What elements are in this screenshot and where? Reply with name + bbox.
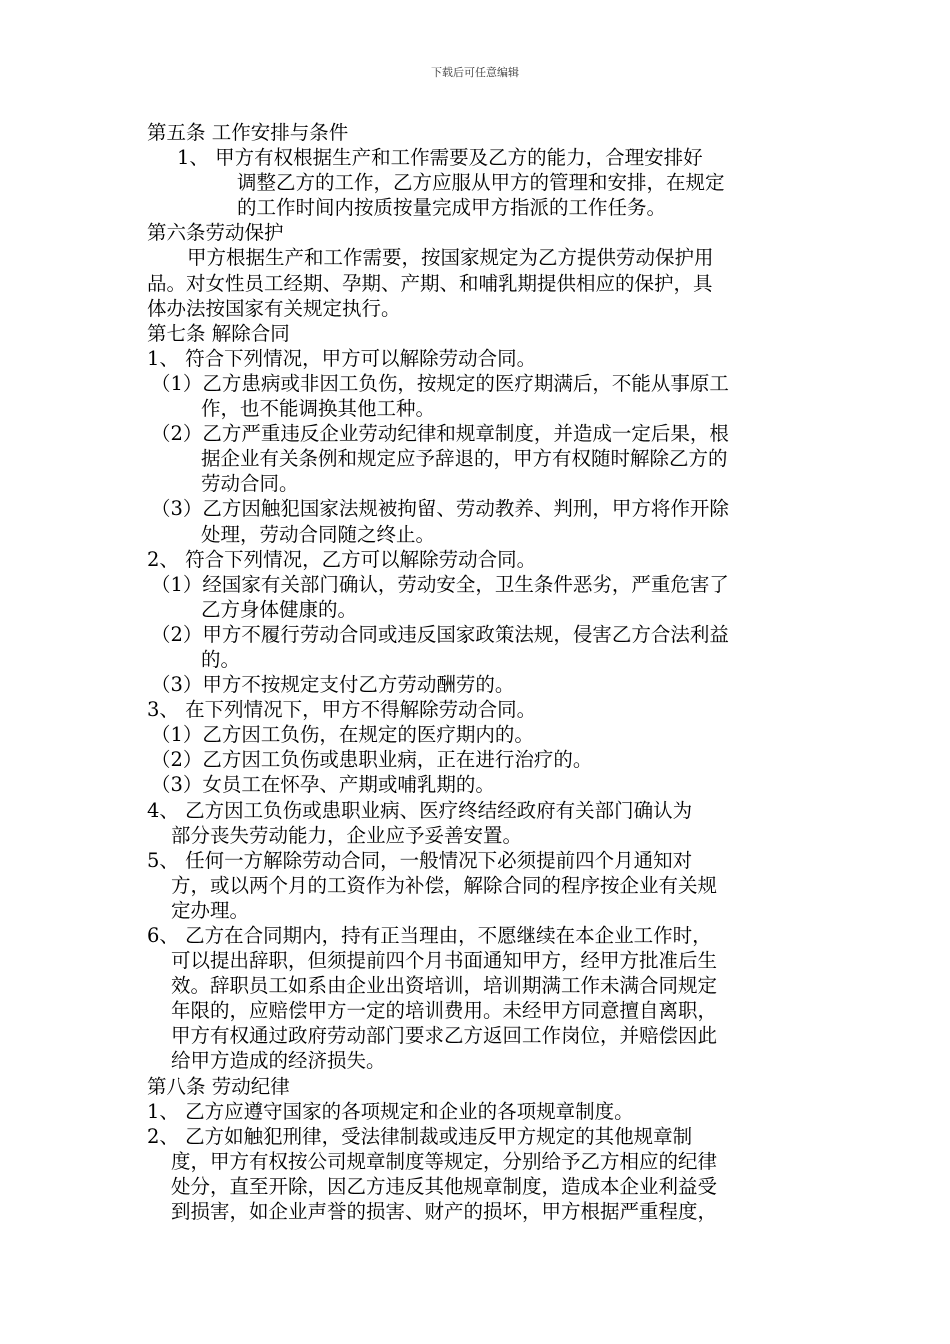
text-line: 调整乙方的工作，乙方应服从甲方的管理和安排，在规定 <box>237 171 725 195</box>
text-line: 给甲方造成的经济损失。 <box>171 1049 386 1073</box>
document-body <box>147 120 827 1224</box>
text-line: （3）乙方因触犯国家法规被拘留、劳动教养、判刑，甲方将作开除 <box>151 497 729 521</box>
text-line: （2）甲方不履行劳动合同或违反国家政策法规，侵害乙方合法利益 <box>151 622 729 646</box>
text-line: 1、 甲方有权根据生产和工作需要及乙方的能力，合理安排好 <box>177 146 703 170</box>
page-header: 下载后可任意编辑 <box>431 66 519 79</box>
text-line: 第八条 劳动纪律 <box>147 1074 290 1098</box>
text-line: 的工作时间内按质按量完成甲方指派的工作任务。 <box>237 196 667 220</box>
text-line: 2、 符合下列情况，乙方可以解除劳动合同。 <box>147 547 537 571</box>
text-line: 乙方身体健康的。 <box>201 597 358 621</box>
text-line: 处理，劳动合同随之终止。 <box>201 522 436 546</box>
text-line: 可以提出辞职，但须提前四个月书面通知甲方，经甲方批准后生 <box>171 949 718 973</box>
text-line: 品。对女性员工经期、孕期、产期、和哺乳期提供相应的保护，具 <box>147 271 713 295</box>
text-line: （3）甲方不按规定支付乙方劳动酬劳的。 <box>151 673 515 697</box>
text-line: 4、 乙方因工负伤或患职业病、医疗终结经政府有关部门确认为 <box>147 798 693 822</box>
text-line: 6、 乙方在合同期内，持有正当理由，不愿继续在本企业工作时， <box>147 924 712 947</box>
text-line: 据企业有关条例和规定应予辞退的，甲方有权随时解除乙方的 <box>201 447 728 471</box>
text-line: 部分丧失劳动能力，企业应予妥善安置。 <box>171 823 523 847</box>
text-line: 甲方根据生产和工作需要，按国家规定为乙方提供劳动保护用 <box>187 246 714 270</box>
text-line: 3、 在下列情况下，甲方不得解除劳动合同。 <box>147 698 537 722</box>
text-line: （2）乙方严重违反企业劳动纪律和规章制度，并造成一定后果，根 <box>151 422 729 446</box>
text-line: 第七条 解除合同 <box>147 321 290 345</box>
text-line: 5、 任何一方解除劳动合同，一般情况下必须提前四个月通知对 <box>147 848 693 872</box>
text-line: （1）乙方患病或非因工负伤，按规定的医疗期满后，不能从事原工 <box>151 371 729 395</box>
text-line: （2）乙方因工负伤或患职业病，正在进行治疗的。 <box>151 748 593 772</box>
text-line: 第五条 工作安排与条件 <box>147 121 349 144</box>
text-line: （3）女员工在怀孕、产期或哺乳期的。 <box>151 773 495 797</box>
text-line: 1、 乙方应遵守国家的各项规定和企业的各项规章制度。 <box>147 1099 634 1123</box>
text-line: 2、 乙方如触犯刑律，受法律制裁或违反甲方规定的其他规章制 <box>147 1124 693 1148</box>
text-line: 的。 <box>201 647 241 671</box>
text-line: 处分，直至开除，因乙方违反其他规章制度，造成本企业利益受 <box>171 1174 718 1198</box>
text-line: 体办法按国家有关规定执行。 <box>147 296 401 320</box>
text-line: 作，也不能调换其他工种。 <box>201 397 436 421</box>
text-line: 年限的，应赔偿甲方一定的培训费用。未经甲方同意擅自离职， <box>171 999 718 1023</box>
text-line: 定办理。 <box>171 898 250 922</box>
text-line: （1）乙方因工负伤，在规定的医疗期内的。 <box>151 723 534 747</box>
text-line: 方，或以两个月的工资作为补偿，解除合同的程序按企业有关规 <box>171 873 718 897</box>
text-line: 第六条劳动保护 <box>147 221 284 245</box>
text-line: 劳动合同。 <box>201 472 299 496</box>
text-line: （1）经国家有关部门确认，劳动安全，卫生条件恶劣，严重危害了 <box>151 572 729 596</box>
text-line: 度，甲方有权按公司规章制度等规定，分别给予乙方相应的纪律 <box>171 1149 718 1173</box>
text-line: 1、 符合下列情况，甲方可以解除劳动合同。 <box>147 346 537 370</box>
text-line: 效。辞职员工如系由企业出资培训，培训期满工作未满合同规定 <box>171 974 718 998</box>
text-line: 甲方有权通过政府劳动部门要求乙方返回工作岗位，并赔偿因此 <box>171 1024 718 1048</box>
text-line: 到损害，如企业声誉的损害、财产的损坏，甲方根据严重程度， <box>171 1200 718 1224</box>
